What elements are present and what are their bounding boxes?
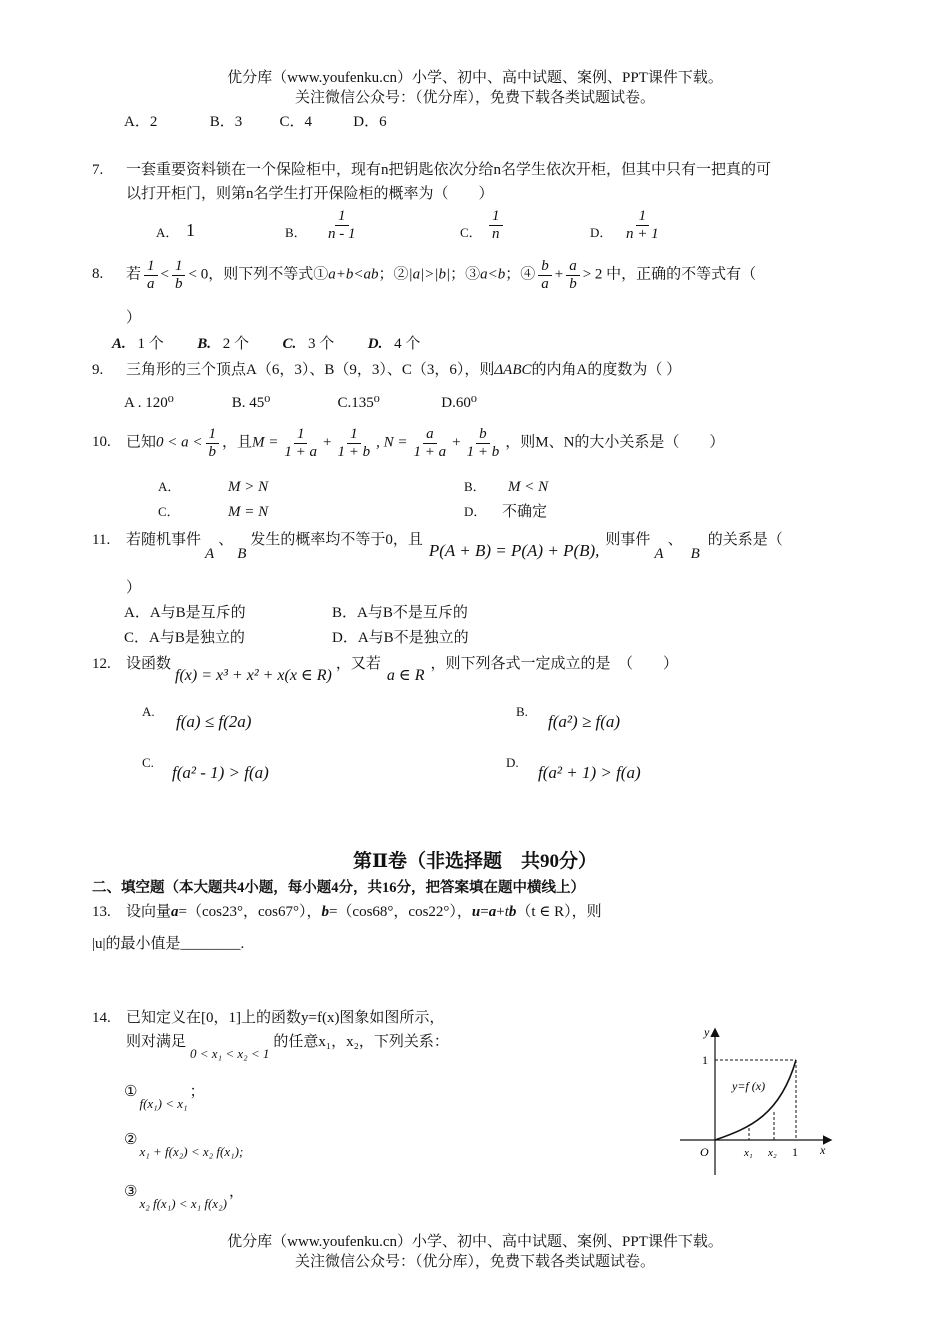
q11-sep-2: 、 [667, 532, 683, 548]
q12-mid: ，又若 [335, 656, 381, 672]
fill-section-heading: 二、填空题（本大题共4小题，每小题4分，共16分，把答案填在题中横线上） [92, 880, 585, 896]
function-graph [670, 1020, 840, 1185]
q8-frac1-den: a [147, 275, 155, 292]
q12-option-d-label: D. [506, 755, 519, 770]
q10-line [92, 426, 724, 460]
q14-r3: x₂ f(x₁) < x₁ f(x₂) [139, 1196, 227, 1211]
q10-tail: ，则M、N的大小关系是（ ） [505, 434, 725, 451]
q14-r2-label: ② [124, 1132, 138, 1148]
q12-pre: 设函数 [126, 656, 172, 672]
footer-line-2: 关注微信公众号：（优分库），免费下载各类试题试卷。 [294, 1254, 655, 1270]
q11-option-row-2 [124, 626, 469, 647]
q14-text-2-pre: 则对满足 [126, 1034, 187, 1050]
q12-function: f(x) = x³ + x² + x(x ∈ R) [175, 667, 332, 684]
q12-option-a-value: f(a) ≤ f(2a) [176, 712, 252, 731]
q12-option-b-value: f(a²) ≥ f(a) [548, 712, 621, 731]
q13-line [92, 900, 602, 921]
q14-relation-2 [124, 1130, 245, 1159]
q13-vector-a-2: a [488, 904, 497, 920]
x1-label: x₁ [744, 1147, 753, 1159]
q11-B: B [237, 546, 247, 562]
q8-s2: |a|>|b| [408, 266, 451, 283]
q8-line-1 [92, 258, 756, 292]
q7-option-d-den: n + 1 [626, 225, 659, 242]
origin-label: O [700, 1145, 709, 1159]
x-one-label: 1 [792, 1145, 798, 1159]
q9-text: 三角形的三个顶点A（6，3）、B（9，3）、C（3，6），则 [126, 362, 495, 378]
q8-options [112, 332, 420, 353]
q8-mid: < 0，则下列不等式① [188, 266, 329, 283]
q7-option-d-num: 1 [636, 208, 650, 226]
q12-option-c-value: f(a² - 1) > f(a) [172, 763, 269, 782]
q11-option-c: C．A与B是独立的 [124, 630, 245, 646]
q13-cond: （t ∈ R），则 [516, 904, 602, 920]
q10-option-b-value: M < N [508, 479, 549, 495]
q9-option-d: D.60⁰ [441, 395, 477, 411]
q14-cond: 0 < x₁ < x₂ < 1 [190, 1046, 270, 1061]
q8-pre: 若 [126, 266, 142, 283]
q12-option-c-label: C. [142, 755, 154, 770]
q13-plus: + [496, 904, 505, 920]
q10-number: 10. [92, 434, 111, 451]
q8-s4-pre: ；④ [505, 266, 536, 283]
y-axis-label: y [704, 1025, 710, 1039]
q7-option-c-den: n [492, 225, 500, 242]
q10-cond-den: b [208, 443, 217, 460]
q14-r3-label: ③ [124, 1184, 138, 1200]
q12-option-d-value: f(a² + 1) > f(a) [538, 763, 641, 782]
q6-option-c: C．4 [279, 114, 313, 130]
q8-option-a-value: 1 个 [137, 336, 164, 352]
q12-option-b-label: B. [516, 704, 528, 719]
q10-pre: 已知 [126, 434, 157, 451]
q13-t: t [504, 904, 509, 920]
curve-label: y=f (x) [732, 1079, 766, 1093]
q7-text-1: 一套重要资料锁在一个保险柜中，现有n把钥匙依次分给n名学生依次开柜，但其中只有一把真的可 [126, 162, 772, 178]
q8-frac1-num: 1 [144, 258, 158, 276]
q14-line-2 [126, 1030, 449, 1061]
q11-number: 11. [92, 532, 111, 548]
q8-plus: + [554, 266, 564, 283]
q10-option-b-label: B． [464, 479, 486, 494]
q14-relation-1 [124, 1080, 205, 1111]
q11-tail-2: 的关系是（ [707, 532, 783, 548]
q10-M: M = [252, 434, 279, 451]
q11-A: A [205, 546, 215, 562]
q8-s3-pre: ；③ [450, 266, 481, 283]
q8-number: 8. [92, 266, 104, 283]
q7-option-c-label: C． [460, 225, 482, 240]
q10-option-d-value: 不确定 [502, 504, 548, 520]
q13-number: 13. [92, 904, 111, 920]
q14-r2: x₁ + f(x₂) < x₂ f(x₁); [139, 1144, 244, 1159]
q11-tail: 则事件 [605, 532, 651, 548]
x2-label: x₂ [768, 1147, 777, 1159]
header-line-1: 优分库（www.youfenku.cn）小学、初中、高中试题、案例、PPT课件下载。 [227, 70, 723, 86]
q11-mid: 发生的概率均不等于0，且 [250, 532, 423, 548]
q6-option-a: A．2 [124, 114, 158, 130]
q10-n2-den: 1 + b [466, 443, 500, 460]
header-line-2: 关注微信公众号：（优分库），免费下载各类试题试卷。 [294, 90, 655, 106]
q10-option-a-value: M > N [228, 479, 269, 495]
q12-cond: a ∈ R [386, 667, 425, 684]
q13-line-2: |u|的最小值是________. [92, 936, 245, 952]
q8-option-c-value: 3 个 [308, 336, 335, 352]
q9-number: 9. [92, 362, 104, 378]
q9-options [124, 393, 477, 412]
q7-option-c-num: 1 [489, 208, 503, 226]
q8-frac4-den: b [569, 275, 577, 292]
y-one-label: 1 [702, 1053, 708, 1067]
q11-A2: A [654, 546, 664, 562]
q8-s1: a+b<ab [328, 266, 379, 283]
q13-eq: = [480, 904, 489, 920]
q10-plus: + [323, 434, 332, 451]
q8-option-d-label: D. [367, 336, 383, 352]
q9-text-2: 的内角A的度数为（ ） [531, 362, 682, 378]
q10-n1-num: a [423, 426, 437, 444]
q10-option-row-2 [158, 500, 547, 521]
q11-pre: 若随机事件 [126, 532, 202, 548]
q10-n1-den: 1 + a [413, 443, 447, 460]
q11-option-b: B．A与B不是互斥的 [332, 605, 468, 621]
q11-option-a: A．A与B是互斥的 [124, 605, 246, 621]
q8-frac3-num: b [538, 258, 552, 276]
q9-option-c: C.135⁰ [337, 395, 380, 411]
q6-option-b: B．3 [209, 114, 243, 130]
footer-line-1: 优分库（www.youfenku.cn）小学、初中、高中试题、案例、PPT课件下载。 [227, 1234, 723, 1250]
q10-n2-num: b [476, 426, 490, 444]
q8-s2-pre: ；② [378, 266, 409, 283]
q13-vector-b-2: b [508, 904, 517, 920]
q7-option-d-label: D． [590, 225, 613, 240]
q10-option-c-value: M = N [228, 504, 269, 520]
q6-options [124, 110, 387, 131]
q14-number: 14. [92, 1010, 111, 1026]
q13-vector-b-value: =（cos68°，cos22°）， [328, 904, 472, 920]
q7-option-a-value: 1 [186, 220, 195, 240]
q6-option-d: D．6 [353, 114, 387, 130]
q14-r3-tail: ， [228, 1184, 244, 1200]
q11-B2: B [690, 546, 700, 562]
q8-s3: a<b [480, 266, 506, 283]
q10-m1-num: 1 [294, 426, 308, 444]
q8-line-2: ） [126, 310, 142, 326]
q10-option-c-label: C． [158, 504, 180, 519]
q14-text-1: 已知定义在[0，1]上的函数y=f(x)图象如图所示， [126, 1010, 445, 1026]
q14-r1-label: ① [124, 1084, 138, 1100]
q12-tail: ，则下列各式一定成立的是 （ ） [430, 656, 679, 672]
q14-r1: f(x₁) < x₁ [139, 1096, 188, 1111]
q11-line [92, 528, 783, 562]
q8-frac3-den: a [541, 275, 549, 292]
q12-number: 12. [92, 656, 111, 672]
q12-option-a-label: A. [142, 704, 155, 719]
q8-option-c-label: C. [282, 336, 297, 352]
x-axis-label: x [820, 1143, 826, 1157]
q14-text-2-post: 的任意x₁，x₂，下列关系： [273, 1034, 449, 1050]
q10-mid: ，且 [222, 434, 253, 451]
part2-title: 第Ⅱ卷（非选择题 共90分） [352, 851, 597, 872]
q14-r1-tail: ； [189, 1084, 205, 1100]
q14-relation-3 [124, 1180, 244, 1211]
q14-line-1 [92, 1006, 444, 1027]
q13-vector-a-value: =（cos23°，cos67°）， [178, 904, 322, 920]
q9-option-b: B. 45⁰ [231, 395, 271, 411]
q9-triangle: ΔABC [494, 362, 532, 378]
q7-number: 7. [92, 162, 104, 178]
q7-option-b-den: n - 1 [328, 225, 356, 242]
q8-frac2-num: 1 [172, 258, 186, 276]
q13-vector-a: a [171, 904, 179, 920]
q7-line-1 [92, 158, 771, 179]
function-curve [715, 1060, 796, 1140]
q7-option-a-label: A． [156, 225, 179, 240]
q11-option-row-1 [124, 601, 468, 622]
q10-plus-2: + [452, 434, 461, 451]
q11-option-d: D．A与B不是独立的 [332, 630, 469, 646]
q10-m2-den: 1 + b [337, 443, 371, 460]
q8-option-b-label: B. [197, 336, 212, 352]
q10-cond: 0 < a < [156, 434, 203, 451]
q9-line [92, 358, 681, 379]
q13-pre: 设向量 [126, 904, 172, 920]
q10-option-d-label: D． [464, 504, 487, 519]
q8-option-a-label: A. [112, 336, 126, 352]
q9-option-a: A . 120⁰ [124, 395, 174, 411]
q8-frac2-den: b [174, 275, 183, 292]
q8-tail: > 2 中，正确的不等式有（ [582, 266, 757, 283]
q11-formula: P(A + B) = P(A) + P(B), [428, 541, 600, 560]
q7-line-2: 以打开柜门，则第n名学生打开保险柜的概率为（ ） [126, 186, 494, 202]
q7-options [150, 208, 710, 258]
q8-lt: < [160, 266, 169, 283]
q13-vector-b: b [321, 904, 329, 920]
q7-option-b-label: B． [285, 225, 307, 240]
q10-m1-den: 1 + a [284, 443, 318, 460]
q12-line [92, 652, 679, 684]
q7-option-b-num: 1 [335, 208, 349, 226]
q8-option-d-value: 4 个 [394, 336, 421, 352]
q13-vector-u: u [471, 904, 481, 920]
q11-sep: 、 [218, 532, 234, 548]
q10-N: , N = [376, 434, 408, 451]
q10-m2-num: 1 [347, 426, 361, 444]
q11-line-2: ） [126, 580, 142, 596]
q8-frac4-num: a [566, 258, 580, 276]
q10-option-row-1 [158, 476, 548, 496]
q8-option-b-value: 2 个 [222, 336, 250, 352]
q10-option-a-label: A． [158, 479, 181, 494]
q10-cond-num: 1 [206, 426, 220, 444]
